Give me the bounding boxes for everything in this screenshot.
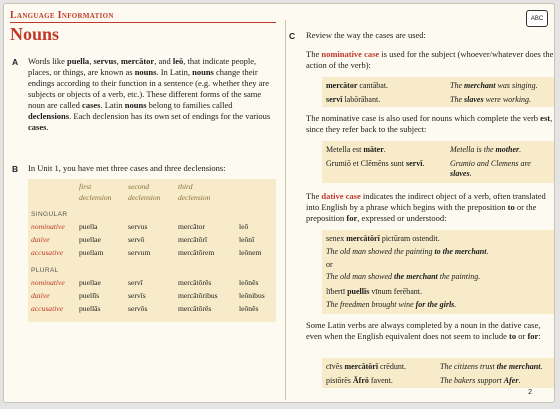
- table-cell: servī: [128, 278, 143, 287]
- nom-example-2-latin: servī labōrābant.: [326, 95, 381, 104]
- dat-example-1-english-b: The old man showed the merchant the painting.: [326, 272, 481, 281]
- table-cell: puellae: [79, 278, 101, 287]
- header-rule: [10, 22, 276, 23]
- group-label-singular: SINGULAR: [31, 211, 68, 218]
- table-cell: leōnibus: [239, 291, 265, 300]
- verb-example-1-latin: cīvēs mercātōrī crēdunt.: [326, 362, 407, 371]
- section-b-letter: B: [12, 164, 19, 174]
- section-a-letter: A: [12, 57, 19, 67]
- dat-example-2-latin: lībertī puellīs vīnum ferēbant.: [326, 287, 422, 296]
- comp-example-2-latin: Grumiō et Clēmēns sunt servī.: [326, 159, 425, 168]
- case-label: dative: [31, 291, 50, 300]
- verb-example-2-latin: pistōrēs Āfrō favent.: [326, 376, 393, 385]
- abc-button[interactable]: ABC: [526, 10, 548, 27]
- table-cell: servō: [128, 235, 145, 244]
- table-header: declension: [79, 193, 112, 202]
- dative-term: dative case: [321, 191, 361, 201]
- case-label: accusative: [31, 248, 64, 257]
- page-number: 2: [528, 389, 532, 396]
- table-cell: mercātōribus: [178, 291, 218, 300]
- section-b-text: In Unit 1, you have met three cases and three declensions:: [28, 163, 226, 173]
- textbook-page: [3, 3, 555, 403]
- table-cell: servus: [128, 222, 148, 231]
- dat-or: or: [326, 260, 333, 269]
- comp-example-1-latin: Metella est māter.: [326, 145, 386, 154]
- verbs-paragraph: Some Latin verbs are always completed by a noun in the dative case, even when the English equivalent does not seem to include to or for:: [306, 320, 541, 341]
- group-label-plural: PLURAL: [31, 267, 59, 274]
- table-cell: mercātōrem: [178, 248, 215, 257]
- verb-example-2-english: The bakers support Afer.: [440, 376, 521, 385]
- complement-paragraph: The nominative case is also used for nouns which complete the verb est, since they refer back to the subject:: [306, 113, 553, 134]
- table-cell: puella: [79, 222, 98, 231]
- dat-example-1-english-a: The old man showed the painting to the merchant.: [326, 247, 489, 256]
- table-cell: servōs: [128, 304, 148, 313]
- table-cell: mercātor: [178, 222, 205, 231]
- dat-example-2-english: The freedmen brought wine for the girls.: [326, 300, 457, 309]
- table-cell: mercātōrēs: [178, 304, 212, 313]
- comp-example-1-english: Metella is the mother.: [450, 145, 522, 154]
- table-cell: puellae: [79, 235, 101, 244]
- table-cell: leōnem: [239, 248, 262, 257]
- page-title: Nouns: [10, 24, 60, 44]
- table-cell: puellīs: [79, 291, 100, 300]
- section-c-letter: C: [289, 31, 296, 41]
- table-header: first: [79, 182, 92, 191]
- comp-example-2-english: Grumio and Clemens are slaves.: [450, 159, 531, 178]
- column-divider: [285, 20, 286, 400]
- nominative-paragraph: The nominative case is used for the subject (whoever/whatever does the action of the verb):: [306, 49, 554, 70]
- dat-example-1-latin: senex mercātōrī pictūram ostendit.: [326, 234, 440, 243]
- case-label: dative: [31, 235, 50, 244]
- table-cell: leō: [239, 222, 249, 231]
- table-header: declension: [178, 193, 211, 202]
- section-a-text: Words like puella, servus, mercātor, and leō, that indicate people, places, or things, are known as nouns. In Latin, nouns change their endings according to their function in a sentence (e.g. whether they are subjects or objects of a verb, etc.). These different forms of the same noun are called cases. Latin nouns belong to families called declensions. Each declension has its own set of endings for the various cases.: [28, 56, 271, 132]
- declension-table: [28, 179, 276, 322]
- case-label: nominative: [31, 222, 65, 231]
- dative-paragraph: The dative case indicates the indirect object of a verb, often translated into English by a phrase which begins with the preposition to or the preposition for, expressed or understood:: [306, 191, 546, 223]
- nominative-term: nominative case: [321, 49, 380, 59]
- case-label: accusative: [31, 304, 64, 313]
- table-cell: leōnī: [239, 235, 255, 244]
- table-cell: mercātōrēs: [178, 278, 212, 287]
- nom-example-1-english: The merchant was singing.: [450, 81, 538, 90]
- table-cell: servum: [128, 248, 151, 257]
- section-c-intro: Review the way the cases are used:: [306, 30, 426, 40]
- section-header: Language Information: [10, 10, 114, 21]
- table-cell: leōnēs: [239, 278, 259, 287]
- table-cell: puellās: [79, 304, 101, 313]
- table-header: second: [128, 182, 150, 191]
- table-cell: leōnēs: [239, 304, 259, 313]
- nom-example-2-english: The slaves were working.: [450, 95, 532, 104]
- table-cell: puellam: [79, 248, 104, 257]
- table-cell: mercātōrī: [178, 235, 208, 244]
- table-header: third: [178, 182, 193, 191]
- nom-example-1-latin: mercātor cantābat.: [326, 81, 389, 90]
- verb-example-1-english: The citizens trust the merchant.: [440, 362, 543, 371]
- table-header: declension: [128, 193, 161, 202]
- table-cell: servīs: [128, 291, 146, 300]
- case-label: nominative: [31, 278, 65, 287]
